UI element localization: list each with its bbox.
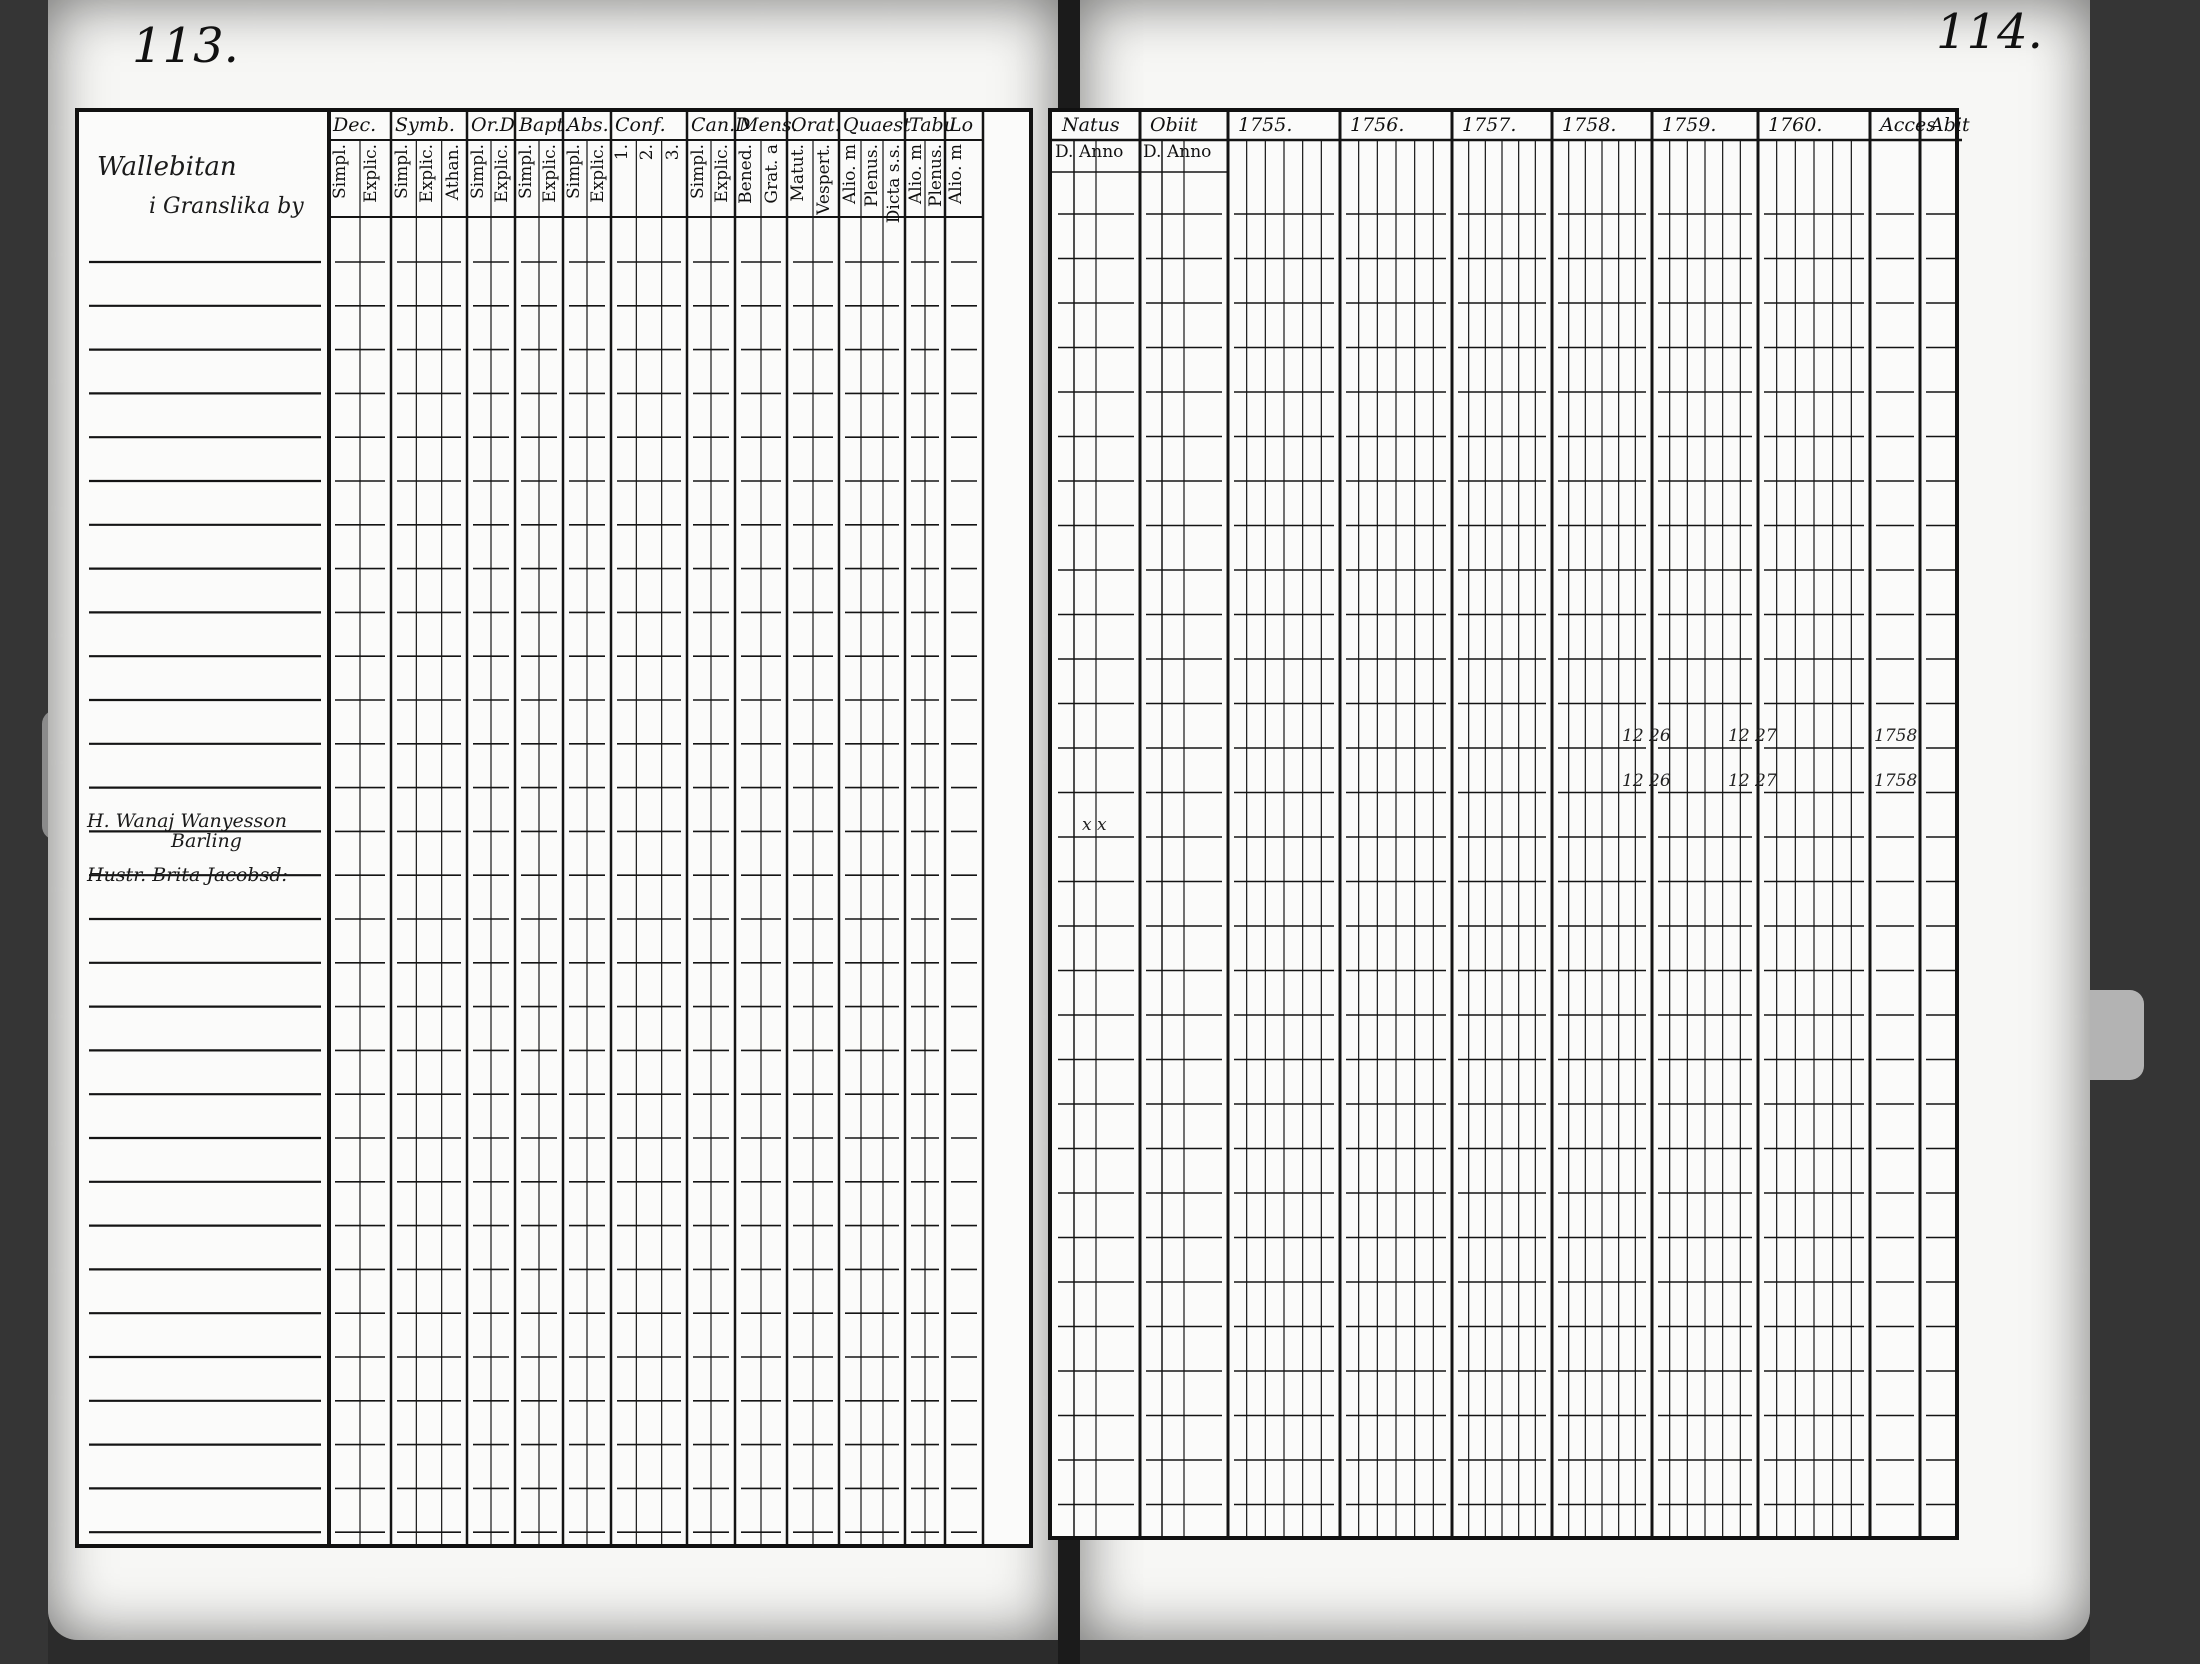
column-subheader: Athan.: [442, 144, 463, 201]
column-subheader: Explic.: [492, 144, 512, 203]
column-header: Symb.: [395, 114, 455, 136]
column-header: 1759.: [1662, 114, 1717, 136]
ledger-mark: 1758: [1874, 770, 1918, 791]
column-subheader: Vespert.: [814, 144, 834, 215]
column-header: Lo: [949, 114, 974, 136]
column-subheader: 3.: [662, 144, 683, 161]
column-subheader: Simpl.: [330, 144, 350, 199]
ledger-mark: x x: [1082, 815, 1107, 835]
column-header: Abs.: [567, 114, 609, 136]
column-header: Obiit: [1150, 114, 1198, 136]
column-subheader: Anno: [1079, 142, 1124, 162]
column-header: Tabu: [909, 114, 956, 136]
ledger-mark: 12 26: [1622, 770, 1671, 791]
entry-name-1-place: Barling: [171, 830, 242, 852]
scanner-edge-left: [0, 0, 48, 1664]
ledger-heading-line-1: Wallebitan: [97, 152, 237, 182]
entry-name-2: Hustr. Brita Jacobsd:: [87, 864, 288, 886]
column-subheader: Alio. m: [906, 144, 926, 205]
column-header: Abit: [1930, 114, 1970, 136]
column-header: Acces: [1880, 114, 1936, 136]
column-subheader: Matut.: [788, 144, 808, 202]
page-number-left: 113.: [132, 18, 239, 74]
column-subheader: Explic.: [540, 144, 560, 203]
column-subheader: 1.: [612, 144, 632, 161]
column-header: Orat.: [791, 114, 841, 136]
column-header: Can.D: [691, 114, 751, 136]
entry-name-1: H. Wanaj Wanyesson: [87, 810, 287, 832]
column-header: 1758.: [1562, 114, 1617, 136]
ledger-mark: 12 27: [1728, 770, 1777, 791]
column-header: 1755.: [1238, 114, 1293, 136]
column-subheader: Alio. m: [840, 144, 860, 205]
column-subheader: Simpl.: [392, 144, 412, 199]
column-subheader: Anno: [1167, 142, 1212, 162]
column-subheader: Explic.: [588, 144, 608, 203]
column-header: Conf.: [615, 114, 666, 136]
column-header: Mens.: [739, 114, 798, 136]
column-subheader: Simpl.: [688, 144, 708, 199]
ledger-mark: 12 26: [1622, 726, 1671, 746]
page-number-right: 114.: [1936, 4, 2043, 60]
scanner-edge-right: [2090, 0, 2200, 1664]
column-subheader: Bened.: [736, 144, 756, 204]
column-subheader: Explic.: [712, 144, 732, 203]
column-header: Dec.: [333, 114, 377, 136]
column-header: Natus: [1062, 114, 1120, 136]
ledger-table-left: [75, 108, 1033, 1548]
column-subheader: Simpl.: [468, 144, 488, 199]
column-subheader: Dicta s.s.: [884, 144, 904, 224]
column-subheader: D.: [1055, 142, 1074, 162]
ledger-grid-right: [1052, 112, 1955, 1536]
column-subheader: Explic.: [361, 144, 381, 203]
column-subheader: Plenus.: [862, 144, 882, 207]
column-header: 1757.: [1462, 114, 1517, 136]
ledger-table-right: [1048, 108, 1970, 1540]
column-subheader: Explic.: [417, 144, 438, 203]
column-subheader: D.: [1143, 142, 1162, 162]
column-subheader: Grat. a: [762, 144, 782, 204]
column-header: 1756.: [1350, 114, 1405, 136]
ledger-mark: 12 27: [1728, 726, 1777, 746]
column-subheader: 2.: [637, 144, 658, 161]
column-subheader: Simpl.: [564, 144, 584, 199]
column-subheader: Alio. m: [946, 144, 966, 205]
column-subheader: Plenus.: [926, 144, 946, 207]
column-header: Or.D: [471, 114, 515, 136]
column-header: Quaest: [843, 114, 911, 136]
ledger-heading-line-2: i Granslika by: [149, 194, 304, 219]
column-header: 1760.: [1768, 114, 1823, 136]
ledger-mark: 1758: [1874, 726, 1918, 746]
column-subheader: Simpl.: [516, 144, 536, 199]
column-header: Bapt.: [519, 114, 571, 136]
